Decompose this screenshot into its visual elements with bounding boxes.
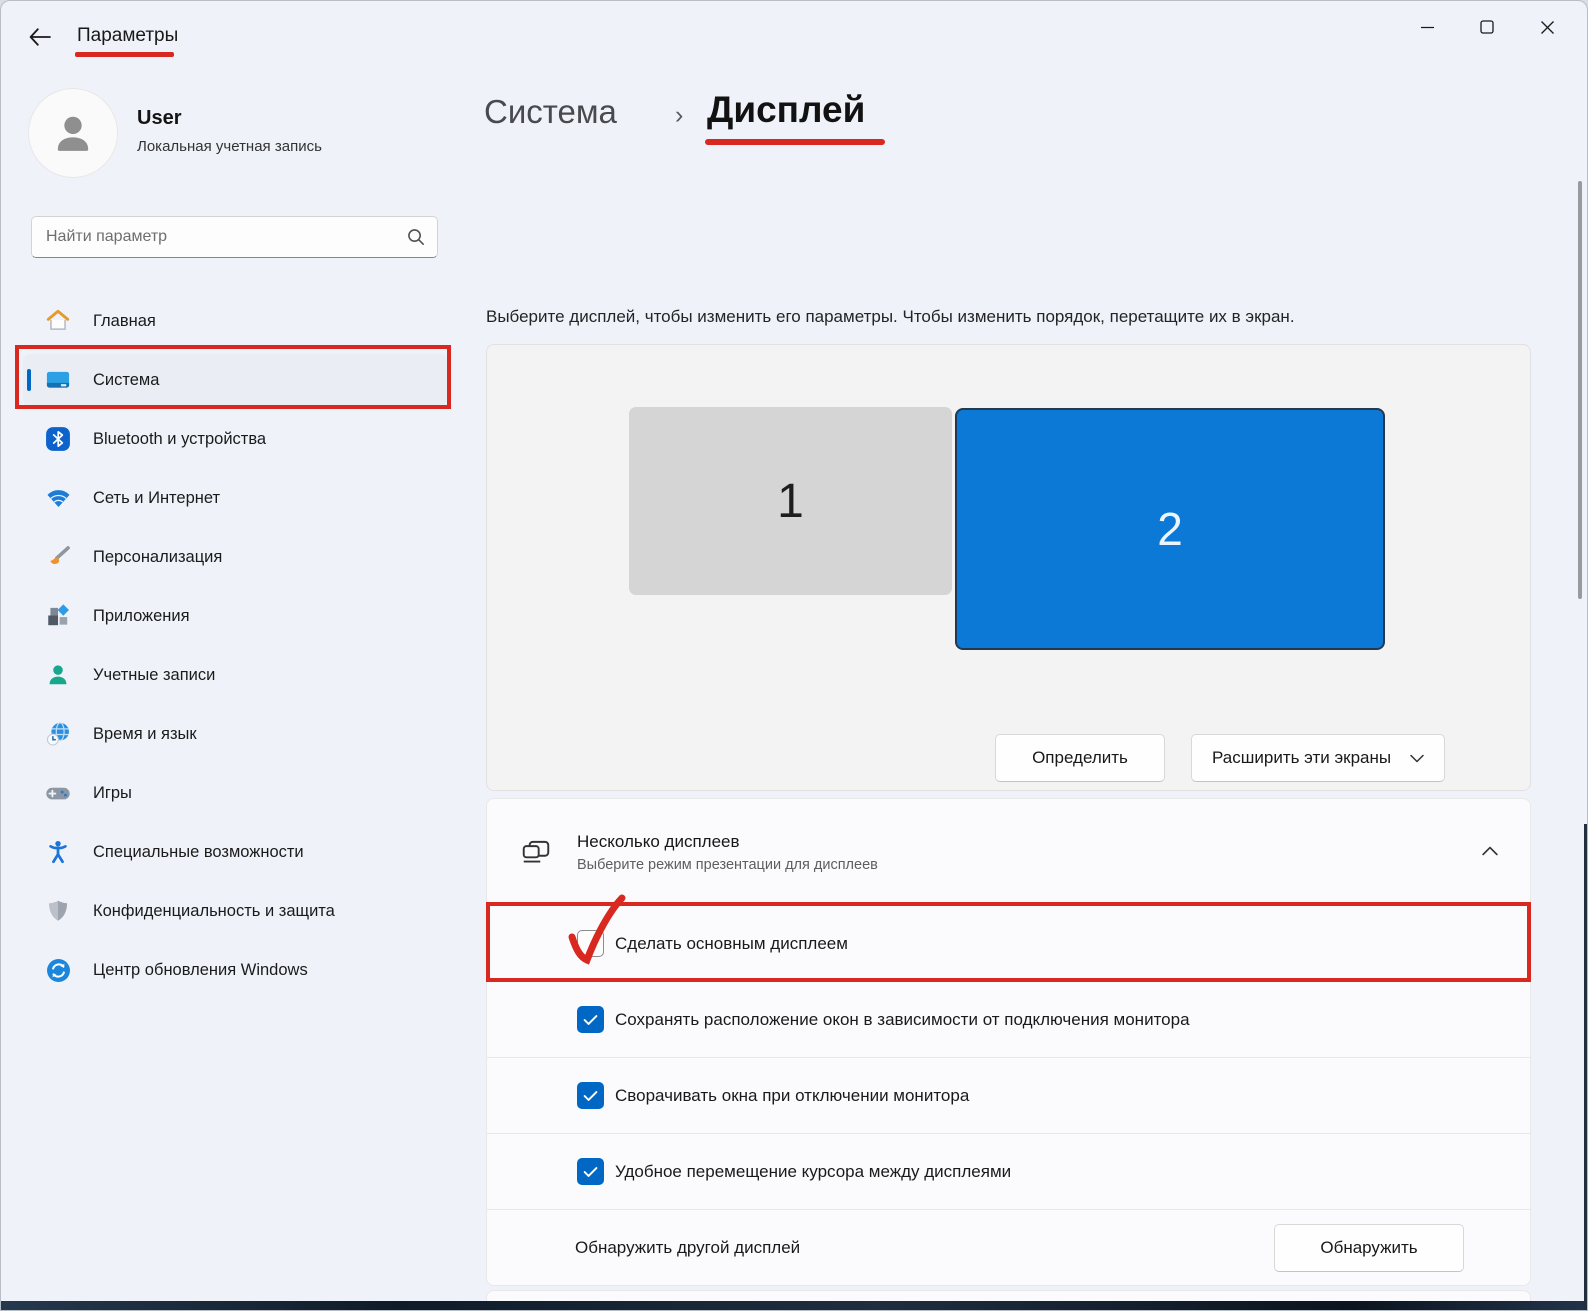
accounts-icon (43, 660, 73, 690)
close-icon (1540, 20, 1555, 35)
chevron-up-icon[interactable] (1482, 846, 1498, 856)
annotation-underline-app-title (75, 52, 174, 57)
close-button[interactable] (1517, 7, 1577, 47)
detect-display-label: Обнаружить другой дисплей (575, 1237, 801, 1257)
multiple-displays-icon (520, 838, 552, 866)
remember-window-locations-checkbox[interactable] (577, 1006, 604, 1033)
sidebar-item-privacy[interactable] (23, 885, 447, 937)
sidebar-item-label: Приложения (93, 606, 190, 625)
sidebar-item-personalization[interactable] (23, 531, 447, 583)
sidebar-item-apps[interactable] (23, 590, 447, 642)
sidebar-item-label: Игры (93, 783, 132, 802)
search-icon (407, 228, 425, 246)
checkbox-label: Сделать основным дисплеем (615, 933, 848, 953)
sidebar-item-network[interactable] (23, 472, 447, 524)
privacy-shield-icon (43, 896, 73, 926)
avatar (29, 89, 117, 177)
annotation-underline-display (705, 139, 885, 145)
minimize-windows-checkbox[interactable] (577, 1082, 604, 1109)
accessibility-icon (43, 837, 73, 867)
ease-cursor-movement-checkbox[interactable] (577, 1158, 604, 1185)
row-detect-display (486, 1210, 1531, 1286)
monitor-2[interactable]: 2 (955, 408, 1385, 650)
maximize-icon (1480, 20, 1494, 34)
row-remember-window-locations (486, 982, 1531, 1058)
sidebar-item-label: Bluetooth и устройства (93, 429, 267, 448)
multiple-displays-card (486, 798, 1531, 1286)
sidebar-item-accessibility[interactable] (23, 826, 447, 878)
home-icon (43, 306, 73, 336)
back-arrow-icon (29, 28, 51, 46)
scrollbar[interactable] (1578, 181, 1582, 599)
windows-update-icon (43, 955, 73, 985)
display-instruction: Выберите дисплей, чтобы изменить его параметры. Чтобы изменить порядок, перетащите их в экран. (486, 307, 1295, 326)
display-arrangement-card (486, 344, 1531, 791)
sidebar-item-time-language[interactable] (23, 708, 447, 760)
sidebar-item-home[interactable] (23, 295, 447, 347)
detect-button[interactable]: Обнаружить (1274, 1224, 1464, 1272)
breadcrumb-parent[interactable]: Система (484, 93, 617, 130)
checkbox-label: Сохранять расположение окон в зависимости от подключения монитора (615, 1009, 1190, 1029)
row-make-primary (486, 906, 1531, 982)
identify-button[interactable]: Определить (995, 734, 1165, 782)
section-title: Несколько дисплеев (577, 831, 740, 851)
sidebar-item-accounts[interactable] (23, 649, 447, 701)
checkbox-label: Сворачивать окна при отключении монитора (615, 1085, 970, 1105)
person-icon (47, 107, 99, 159)
row-minimize-windows (486, 1058, 1531, 1134)
network-icon (43, 483, 73, 513)
sidebar-item-windows-update[interactable] (23, 944, 447, 996)
minimize-button[interactable] (1397, 7, 1457, 47)
sidebar-item-label: Время и язык (93, 724, 197, 743)
account-name: User (137, 107, 182, 129)
sidebar-nav (23, 295, 447, 1003)
window-controls (1397, 7, 1577, 47)
search-box (31, 216, 438, 258)
sidebar-item-bluetooth[interactable] (23, 413, 447, 465)
back-button[interactable] (23, 21, 57, 53)
make-primary-checkbox[interactable] (577, 930, 604, 957)
gaming-icon (43, 778, 73, 808)
apps-icon (43, 601, 73, 631)
selected-accent-bar (27, 369, 31, 391)
personalization-icon (43, 542, 73, 572)
sidebar-item-system[interactable] (23, 354, 447, 406)
sidebar-item-label: Конфиденциальность и защита (93, 901, 335, 920)
check-icon (583, 1166, 598, 1178)
check-icon (583, 1014, 598, 1026)
breadcrumb-separator: › (675, 101, 684, 129)
system-icon (43, 365, 73, 395)
sidebar-item-label: Сеть и Интернет (93, 488, 221, 507)
search-input[interactable] (31, 216, 438, 258)
sidebar-item-label: Учетные записи (93, 665, 216, 684)
multiple-displays-header[interactable] (486, 798, 1531, 906)
desktop-right-edge (1584, 824, 1588, 1311)
sidebar-item-label: Центр обновления Windows (93, 960, 308, 979)
account-type: Локальная учетная запись (137, 138, 322, 155)
monitor-1[interactable]: 1 (629, 407, 952, 595)
app-title: Параметры (77, 25, 179, 46)
time-language-icon (43, 719, 73, 749)
sidebar-item-gaming[interactable] (23, 767, 447, 819)
display-mode-dropdown[interactable] (1191, 734, 1445, 782)
desktop-edge-strip (1, 1301, 1588, 1311)
display-mode-dropdown-label: Расширить эти экраны (1212, 748, 1392, 767)
sidebar-item-label: Главная (93, 311, 156, 330)
minimize-icon (1420, 20, 1435, 35)
chevron-down-icon (1410, 754, 1424, 763)
row-ease-cursor-movement (486, 1134, 1531, 1210)
bluetooth-icon (43, 424, 73, 454)
sidebar-item-label: Система (93, 370, 160, 389)
page-title: Дисплей (707, 89, 866, 130)
maximize-button[interactable] (1457, 7, 1517, 47)
sidebar-item-label: Персонализация (93, 547, 223, 566)
checkbox-label: Удобное перемещение курсора между дисплеями (615, 1161, 1012, 1181)
section-subtitle: Выберите режим презентации для дисплеев (577, 856, 878, 873)
check-icon (583, 1090, 598, 1102)
sidebar-item-label: Специальные возможности (93, 842, 304, 861)
